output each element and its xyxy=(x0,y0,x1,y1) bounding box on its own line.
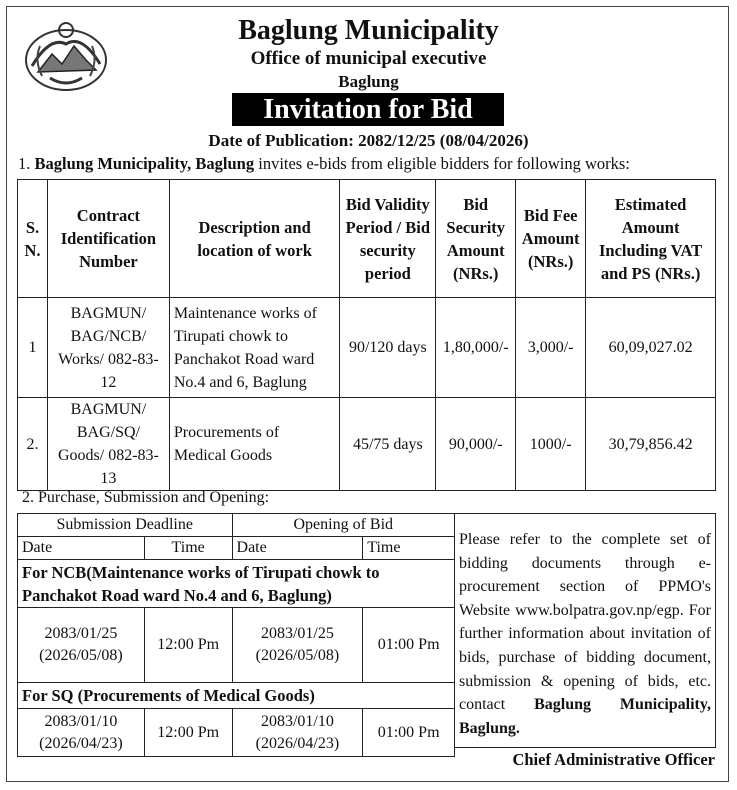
ncb-sub-time: 12:00 Pm xyxy=(144,608,232,683)
ncb-sub-date: 2083/01/25 (2026/05/08) xyxy=(18,608,145,683)
works-table-header xyxy=(18,180,716,298)
sq-open-date: 2083/01/10 (2026/04/23) xyxy=(232,709,363,757)
ncb-open-date: 2083/01/25 (2026/05/08) xyxy=(232,608,363,683)
opening-of-bid-header: Opening of Bid xyxy=(232,514,454,537)
row-description: Procurements of Medical Goods xyxy=(169,398,340,491)
intro-line xyxy=(18,153,630,175)
col-description: Description and location of work xyxy=(169,180,340,298)
col-security: Bid Security Amount (NRs.) xyxy=(436,180,516,298)
sub-time-label: Time xyxy=(144,537,232,560)
row-contract-id: BAGMUN/ BAG/NCB/ Works/ 082-83-12 xyxy=(47,298,169,398)
group-title-row xyxy=(18,560,455,608)
row-sn: 1 xyxy=(18,298,48,398)
open-date-label: Date xyxy=(232,537,363,560)
sq-sub-time: 12:00 Pm xyxy=(144,709,232,757)
table-row xyxy=(18,709,455,757)
note-text: Please refer to the complete set of bidding documents through e-procurement section of PPMO's Website www.bolpatra.gov.np/egp. For further information about invitation of bids, purchase of bidding document, submission & opening of bids, etc. contact xyxy=(459,531,711,714)
table-row xyxy=(18,608,455,683)
col-fee: Bid Fee Amount (NRs.) xyxy=(516,180,586,298)
table-row xyxy=(18,398,716,491)
table-row xyxy=(18,298,716,398)
row-security: 90,000/- xyxy=(436,398,516,491)
col-validity: Bid Validity Period / Bid security period xyxy=(340,180,436,298)
row-estimate: 60,09,027.02 xyxy=(586,298,716,398)
row-validity: 90/120 days xyxy=(340,298,436,398)
row-estimate: 30,79,856.42 xyxy=(586,398,716,491)
col-contract-id: Contract Identification Number xyxy=(47,180,169,298)
col-estimate: Estimated Amount Including VAT and PS (NRs.) xyxy=(586,180,716,298)
row-fee: 3,000/- xyxy=(516,298,586,398)
publication-date: Date of Publication: 2082/12/25 (08/04/2026) xyxy=(208,131,529,150)
col-sn: S. N. xyxy=(18,180,48,298)
row-security: 1,80,000/- xyxy=(436,298,516,398)
office-place: Baglung xyxy=(338,72,399,91)
works-table xyxy=(17,179,716,491)
sq-sub-date: 2083/01/10 (2026/04/23) xyxy=(18,709,145,757)
ncb-open-time: 01:00 Pm xyxy=(363,608,455,683)
row-validity: 45/75 days xyxy=(340,398,436,491)
schedule-header xyxy=(18,514,455,537)
section2-title: 2. Purchase, Submission and Opening: xyxy=(22,489,270,506)
row-fee: 1000/- xyxy=(516,398,586,491)
schedule-table xyxy=(17,513,455,757)
signature: Chief Administrative Officer xyxy=(512,750,715,769)
office-name: Office of municipal executive xyxy=(250,48,487,69)
open-time-label: Time xyxy=(363,537,455,560)
bidding-info-note xyxy=(454,513,716,748)
row-description: Maintenance works of Tirupati chowk to Panchakot Road ward No.4 and 6, Baglung xyxy=(169,298,340,398)
notice-title: Invitation for Bid xyxy=(232,93,504,126)
group-title-row xyxy=(18,683,455,709)
group-title-ncb: For NCB(Maintenance works of Tirupati chowk to Panchakot Road ward No.4 and 6, Baglung) xyxy=(18,560,455,608)
note-contact: Baglung Municipality, Baglung. xyxy=(459,696,711,737)
municipality-name: Baglung Municipality xyxy=(238,15,499,46)
intro-bold: Baglung Municipality, Baglung xyxy=(34,154,255,173)
sub-date-label: Date xyxy=(18,537,145,560)
row-contract-id: BAGMUN/ BAG/SQ/ Goods/ 082-83-13 xyxy=(47,398,169,491)
schedule-colhead xyxy=(18,537,455,560)
sq-open-time: 01:00 Pm xyxy=(363,709,455,757)
group-title-sq: For SQ (Procurements of Medical Goods) xyxy=(18,683,455,709)
intro-rest: invites e-bids from eligible bidders for following works: xyxy=(254,154,630,173)
submission-deadline-header: Submission Deadline xyxy=(18,514,233,537)
intro-prefix: 1. xyxy=(18,154,35,173)
row-sn: 2. xyxy=(18,398,48,491)
